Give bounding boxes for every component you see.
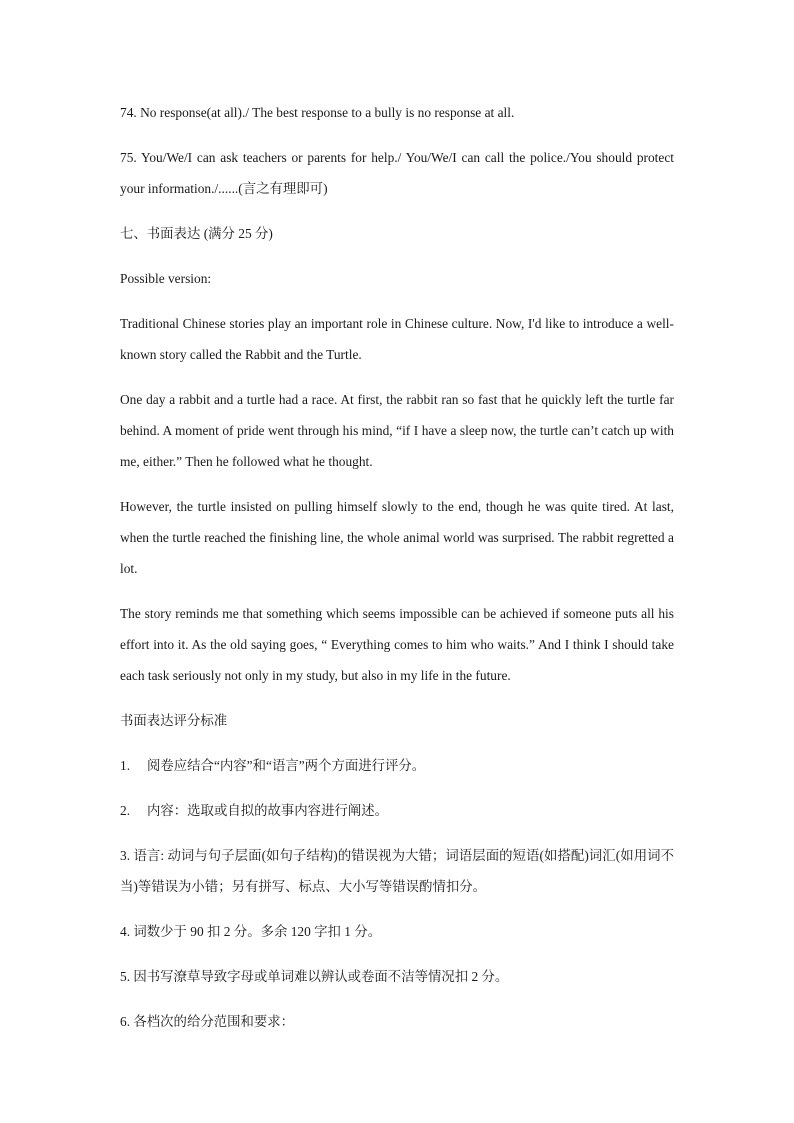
criteria-item-number: 2. bbox=[120, 803, 131, 818]
criteria-item-text: 阅卷应结合“内容”和“语言”两个方面进行评分。 bbox=[147, 758, 426, 773]
criteria-item: 6. 各档次的给分范围和要求： bbox=[120, 1014, 295, 1029]
criteria-title: 书面表达评分标准 bbox=[120, 713, 228, 728]
essay-paragraph: The story reminds me that something which seems impossible can be achieved if someone puts all his effort into it. As the old saying goes, “ Everything comes to him who waits.” And I think I should take each task seriously not only in my study, but also in my life in the future. bbox=[120, 606, 674, 683]
possible-version-label: Possible version: bbox=[120, 271, 212, 286]
criteria-item: 4. 词数少于 90 扣 2 分。多余 120 字扣 1 分。 bbox=[120, 924, 382, 939]
criteria-item: 3. 语言: 动词与句子层面(如句子结构)的错误视为大错；词语层面的短语(如搭配)词汇(如用词不当)等错误为小错；另有拼写、标点、大小写等错误酌情扣分。 bbox=[120, 848, 674, 894]
section-title: 七、书面表达 (满分 25 分) bbox=[120, 226, 273, 241]
essay-paragraph: One day a rabbit and a turtle had a race. At first, the rabbit ran so fast that he quickly left the turtle far behind. A moment of pride went through his mind, “if I have a sleep now, the turtle can’t catch up with me, either.” Then he followed what he thought. bbox=[120, 392, 674, 469]
answer-74: 74. No response(at all)./ The best response to a bully is no response at all. bbox=[120, 105, 515, 120]
essay-paragraph: Traditional Chinese stories play an important role in Chinese culture. Now, I'd like to introduce a well-known story called the Rabbit and the Turtle. bbox=[120, 316, 674, 362]
answer-75: 75. You/We/I can ask teachers or parents for help./ You/We/I can call the police./You should protect your information./......(言之有理即可) bbox=[120, 150, 674, 196]
criteria-item-number: 1. bbox=[120, 758, 131, 773]
document-content bbox=[120, 97, 674, 1051]
criteria-item bbox=[120, 750, 674, 781]
essay-paragraph: However, the turtle insisted on pulling himself slowly to the end, though he was quite tired. At last, when the turtle reached the finishing line, the whole animal world was surprised. The rabbit regretted a lot. bbox=[120, 499, 674, 576]
criteria-item: 5. 因书写潦草导致字母或单词难以辨认或卷面不洁等情况扣 2 分。 bbox=[120, 969, 509, 984]
criteria-item-text: 内容：选取或自拟的故事内容进行阐述。 bbox=[147, 803, 389, 818]
criteria-item bbox=[120, 795, 674, 826]
